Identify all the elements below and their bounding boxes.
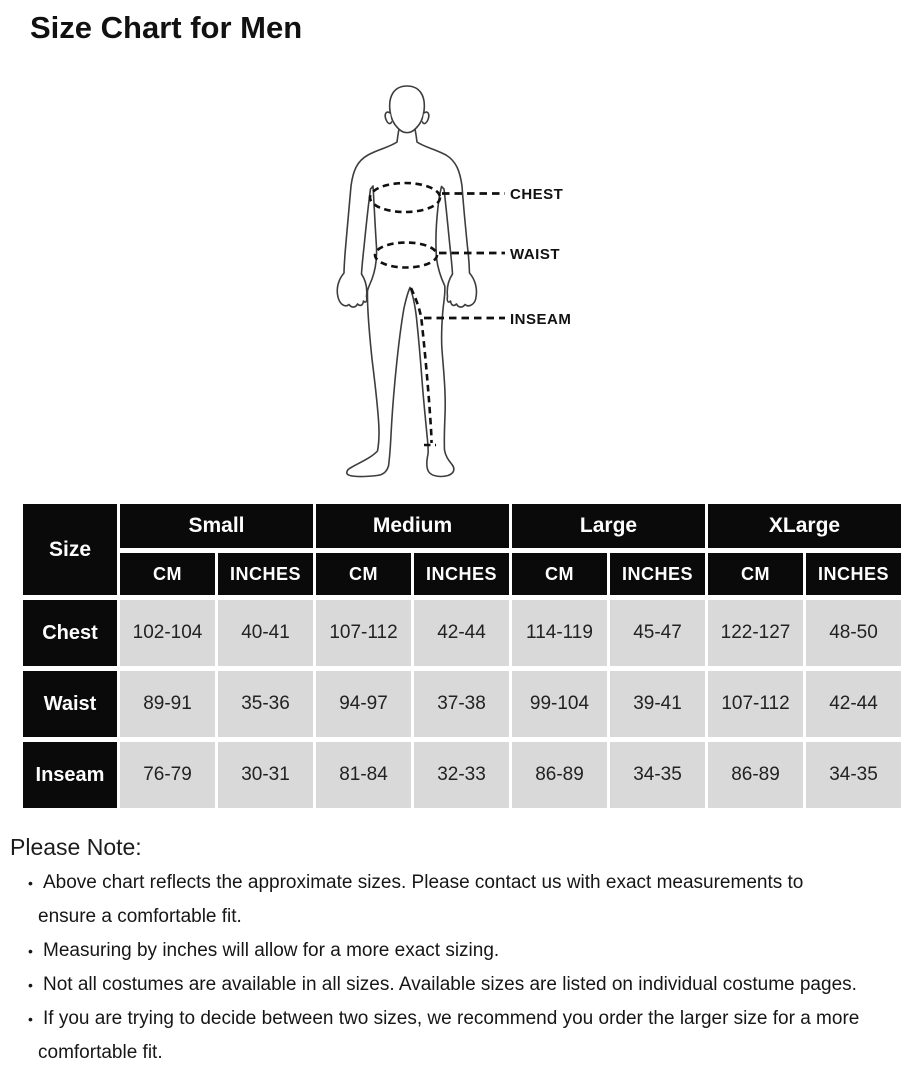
bullet-icon: • bbox=[28, 943, 33, 959]
group-header-medium: Medium bbox=[316, 504, 509, 548]
body-measurement-diagram bbox=[300, 75, 620, 495]
note-item bbox=[0, 934, 905, 968]
group-header-large: Large bbox=[512, 504, 705, 548]
table-row-waist bbox=[23, 671, 901, 737]
table-cell: 89-91 bbox=[120, 671, 215, 737]
note-item bbox=[0, 968, 905, 1002]
table-cell: 30-31 bbox=[218, 742, 313, 808]
table-cell: 37-38 bbox=[414, 671, 509, 737]
bullet-icon: • bbox=[28, 875, 33, 891]
note-item bbox=[0, 866, 905, 900]
note-item-continued bbox=[0, 900, 905, 934]
table-row-inseam bbox=[23, 742, 901, 808]
note-item bbox=[0, 1002, 905, 1036]
notes-list bbox=[0, 866, 905, 1070]
table-cell: 34-35 bbox=[610, 742, 705, 808]
bullet-icon: • bbox=[28, 1011, 33, 1027]
table-cell: 86-89 bbox=[708, 742, 803, 808]
table-cell: 42-44 bbox=[806, 671, 901, 737]
group-header-small: Small bbox=[120, 504, 313, 548]
table-cell: 99-104 bbox=[512, 671, 607, 737]
head-outline bbox=[390, 86, 425, 133]
inseam-label: INSEAM bbox=[510, 311, 572, 328]
table-cell: 102-104 bbox=[120, 600, 215, 666]
row-label-chest: Chest bbox=[23, 600, 117, 666]
unit-header: INCHES bbox=[414, 553, 509, 595]
note-text: Above chart reflects the approximate sizes. Please contact us with exact measurements to bbox=[43, 872, 804, 893]
body-outline bbox=[337, 129, 476, 476]
table-cell: 48-50 bbox=[806, 600, 901, 666]
table-cell: 107-112 bbox=[316, 600, 411, 666]
group-header-xlarge: XLarge bbox=[708, 504, 901, 548]
row-label-waist: Waist bbox=[23, 671, 117, 737]
note-text: comfortable fit. bbox=[38, 1042, 163, 1063]
row-label-inseam: Inseam bbox=[23, 742, 117, 808]
table-cell: 94-97 bbox=[316, 671, 411, 737]
table-cell: 86-89 bbox=[512, 742, 607, 808]
note-text: ensure a comfortable fit. bbox=[38, 906, 242, 927]
table-cell: 35-36 bbox=[218, 671, 313, 737]
table-cell: 114-119 bbox=[512, 600, 607, 666]
unit-header: CM bbox=[708, 553, 803, 595]
table-cell: 122-127 bbox=[708, 600, 803, 666]
chest-label: CHEST bbox=[510, 186, 564, 203]
bullet-icon: • bbox=[28, 977, 33, 993]
unit-header: INCHES bbox=[218, 553, 313, 595]
unit-header: CM bbox=[316, 553, 411, 595]
size-header-cell: Size bbox=[23, 504, 117, 595]
page-title: Size Chart for Men bbox=[30, 10, 303, 45]
table-cell: 76-79 bbox=[120, 742, 215, 808]
table-cell: 34-35 bbox=[806, 742, 901, 808]
table-cell: 40-41 bbox=[218, 600, 313, 666]
size-chart-table bbox=[20, 499, 904, 813]
note-text: Not all costumes are available in all sizes. Available sizes are listed on individual costume pages. bbox=[43, 974, 857, 995]
unit-header: INCHES bbox=[610, 553, 705, 595]
waist-label: WAIST bbox=[510, 246, 560, 263]
unit-header: CM bbox=[512, 553, 607, 595]
note-text: Measuring by inches will allow for a more exact sizing. bbox=[43, 940, 500, 961]
table-row-chest bbox=[23, 600, 901, 666]
notes-heading: Please Note: bbox=[10, 834, 142, 860]
table-cell: 107-112 bbox=[708, 671, 803, 737]
table-cell: 32-33 bbox=[414, 742, 509, 808]
table-cell: 39-41 bbox=[610, 671, 705, 737]
unit-header: CM bbox=[120, 553, 215, 595]
table-cell: 81-84 bbox=[316, 742, 411, 808]
table-cell: 42-44 bbox=[414, 600, 509, 666]
unit-header: INCHES bbox=[806, 553, 901, 595]
note-text: If you are trying to decide between two sizes, we recommend you order the larger size for a more bbox=[43, 1008, 860, 1029]
note-item-continued bbox=[0, 1036, 905, 1070]
table-cell: 45-47 bbox=[610, 600, 705, 666]
male-figure-svg bbox=[300, 75, 620, 495]
